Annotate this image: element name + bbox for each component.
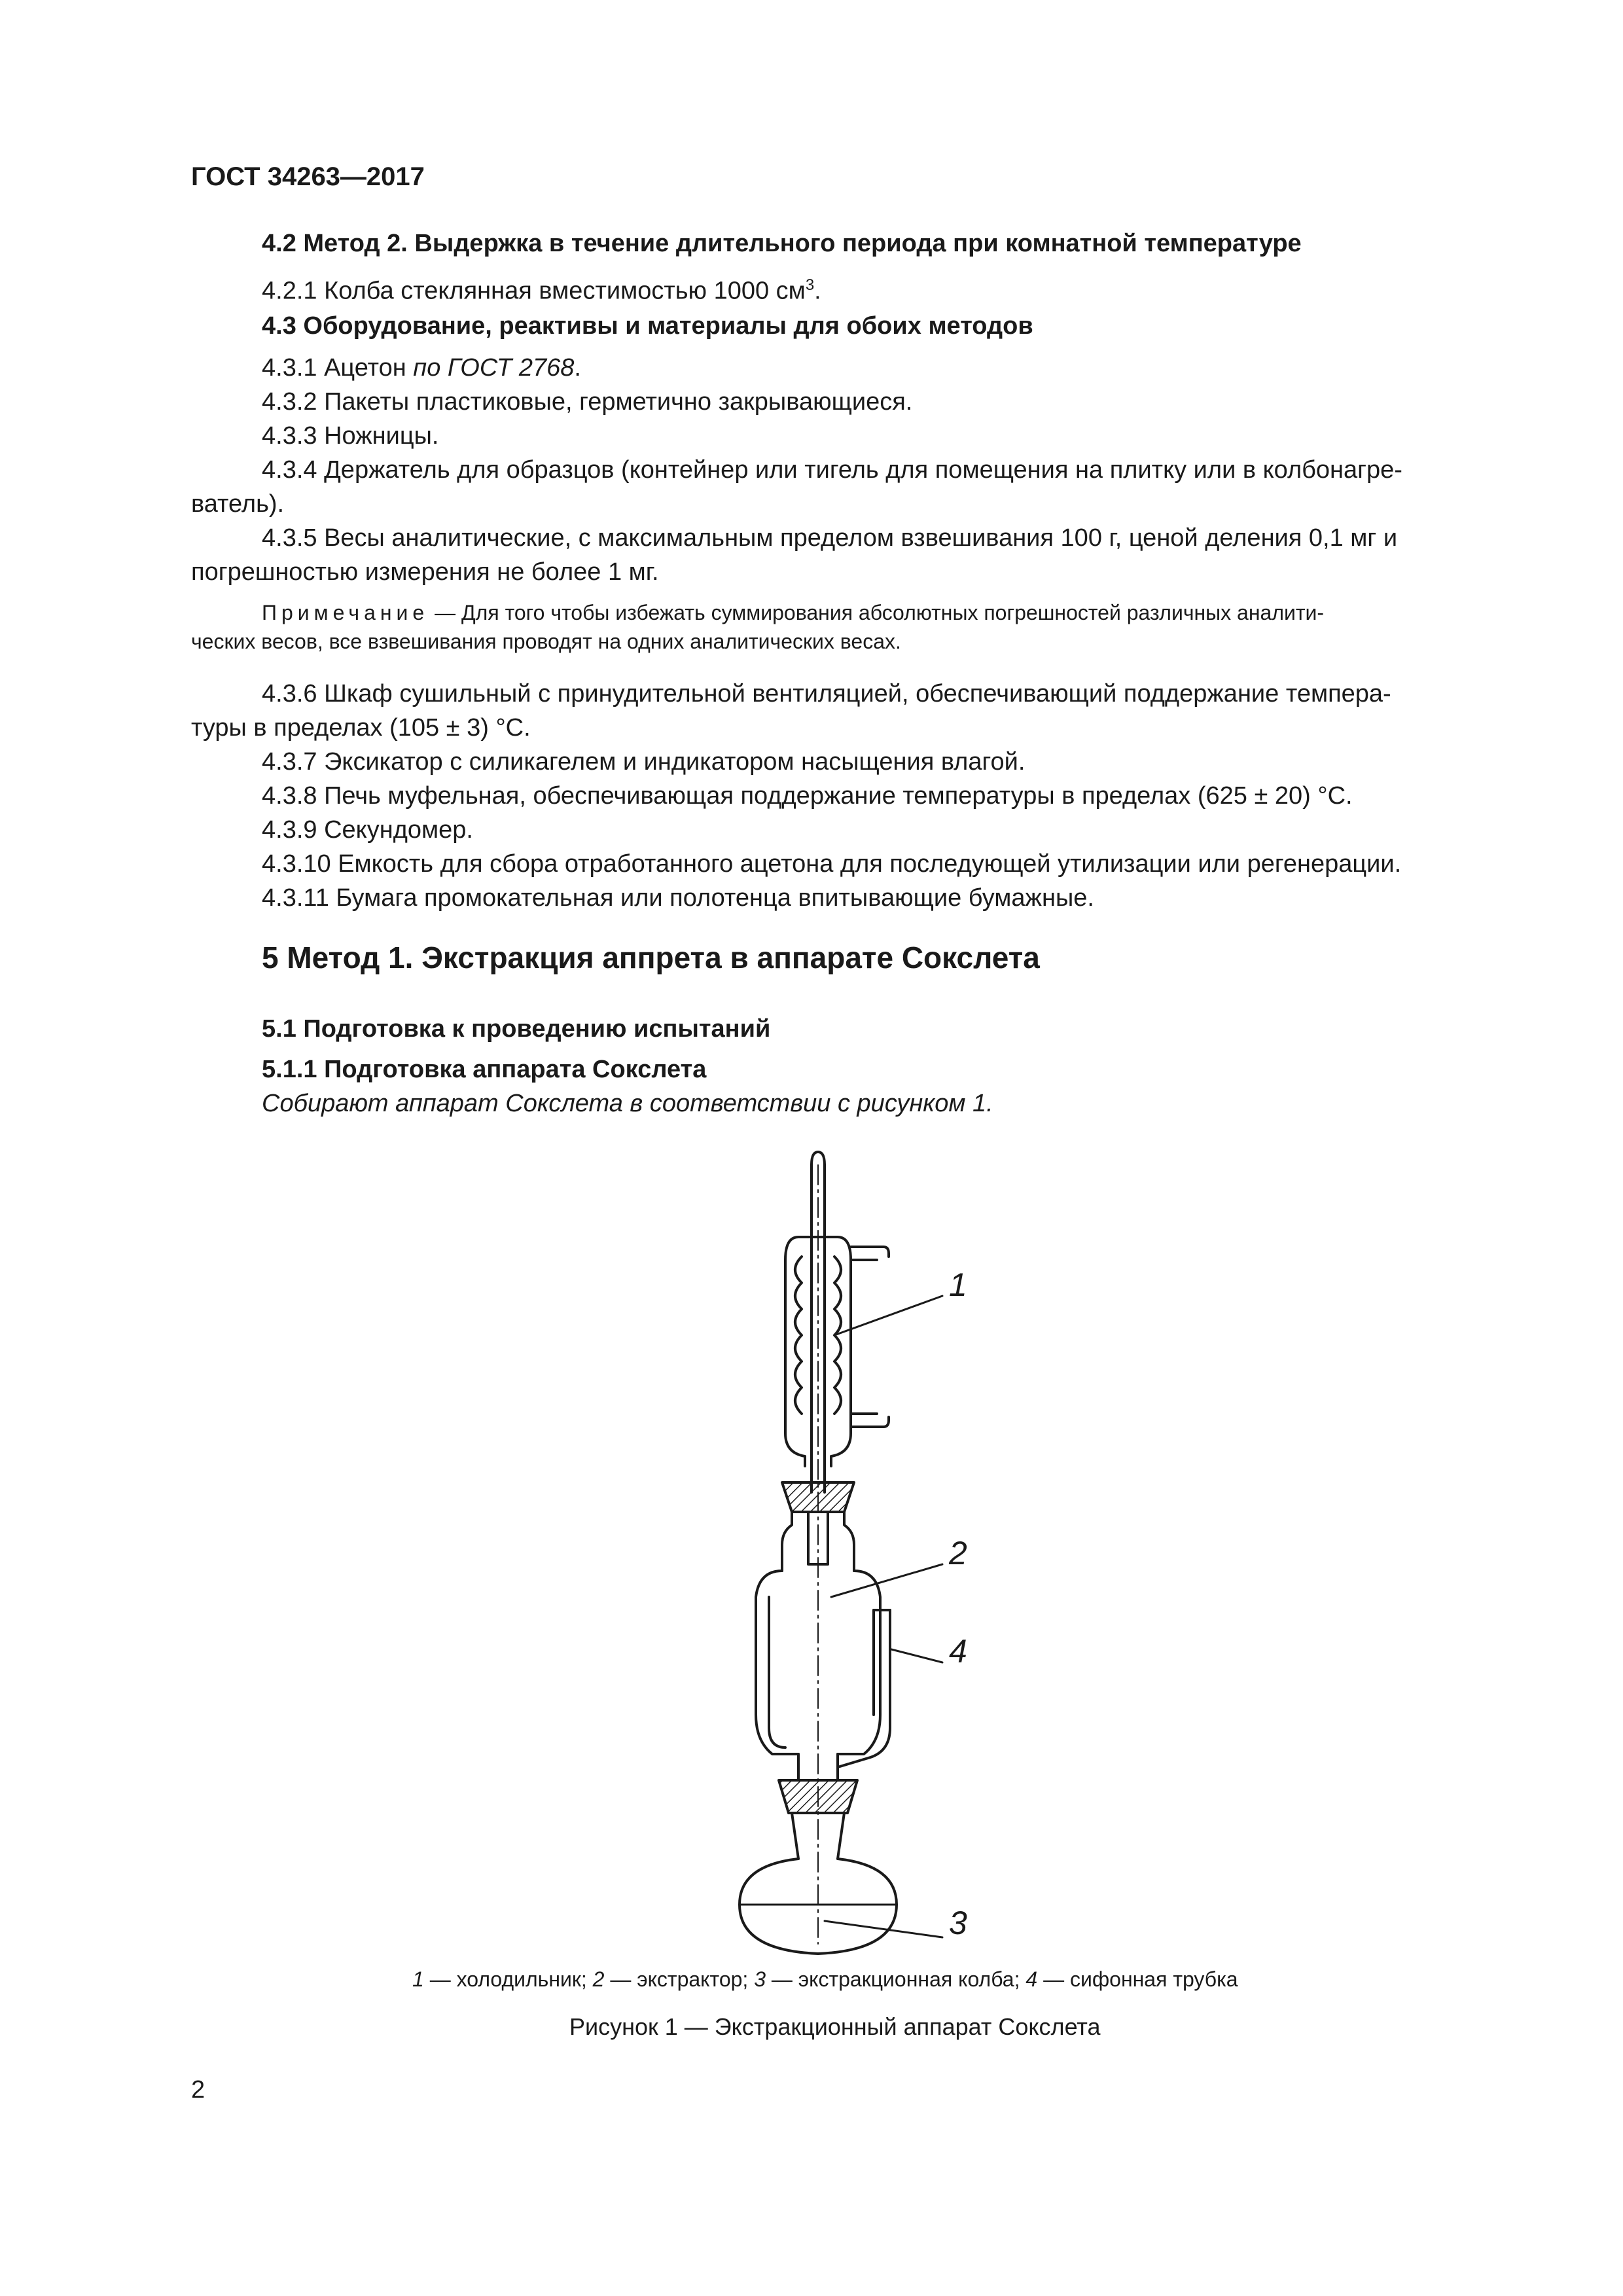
legend-text-2: — экстрактор; (604, 1967, 755, 1991)
paragraph-4-3-4-line2: ватель). (191, 490, 285, 518)
superscript-3: 3 (805, 276, 815, 294)
paragraph-4-3-3: 4.3.3 Ножницы. (262, 422, 439, 450)
paragraph-4-3-4-line1: 4.3.4 Держатель для образцов (контейнер или тигель для помещения на плитку или в колбонагре- (262, 456, 1402, 484)
figure-caption: Рисунок 1 — Экстракционный аппарат Сокслета (569, 2013, 1101, 2040)
figure-callout-3: 3 (949, 1905, 967, 1941)
paragraph-4-3-8: 4.3.8 Печь муфельная, обеспечивающая поддержание температуры в пределах (625 ± 20) °С. (262, 782, 1353, 810)
figure-legend (412, 1967, 1238, 1992)
legend-num-4: 4 (1026, 1967, 1038, 1991)
legend-text-4: — сифонная трубка (1037, 1967, 1238, 1991)
section-4-2-heading: 4.2 Метод 2. Выдержка в течение длительного периода при комнатной температуре (262, 230, 1302, 257)
paragraph-4-3-1-end: . (574, 354, 581, 382)
legend-text-1: — холодильник; (423, 1967, 593, 1991)
soxhlet-apparatus-drawing (720, 1139, 1008, 1964)
paragraph-4-2-1 (262, 268, 821, 308)
note-line1-text: — Для того чтобы избежать суммирования абсолютных погрешностей различных аналити- (429, 601, 1325, 624)
section-5-1-1-intro: Собирают аппарат Сокслета в соответствии с рисунком 1. (262, 1090, 993, 1117)
paragraph-4-3-1 (262, 351, 581, 385)
legend-num-1: 1 (412, 1967, 424, 1991)
paragraph-4-3-5-line2: погрешностью измерения не более 1 мг. (191, 558, 659, 586)
document-header: ГОСТ 34263—2017 (191, 162, 425, 191)
paragraph-4-3-6-line2: туры в пределах (105 ± 3) °С. (191, 714, 531, 742)
section-5-1-1-heading: 5.1.1 Подготовка аппарата Сокслета (262, 1056, 707, 1083)
figure-callout-1: 1 (949, 1266, 967, 1303)
legend-text-3: — экстракционная колба; (766, 1967, 1026, 1991)
figure-callout-2: 2 (949, 1535, 967, 1571)
standard-reference: по ГОСТ 2768 (413, 354, 575, 382)
paragraph-4-2-1-end: . (814, 277, 821, 305)
paragraph-4-3-1-text: 4.3.1 Ацетон (262, 354, 414, 382)
section-5-heading: 5 Метод 1. Экстракция аппрета в аппарате Сокслета (262, 941, 1040, 975)
paragraph-4-3-7: 4.3.7 Эксикатор с силикагелем и индикатором насыщения влагой. (262, 748, 1026, 776)
paragraph-4-3-11: 4.3.11 Бумага промокательная или полотенца впитывающие бумажные. (262, 884, 1094, 912)
legend-num-3: 3 (754, 1967, 766, 1991)
note-label: Примечание (262, 601, 429, 624)
paragraph-4-3-6-line1: 4.3.6 Шкаф сушильный с принудительной вентиляцией, обеспечивающий поддержание темпера- (262, 680, 1391, 708)
paragraph-4-2-1-text: 4.2.1 Колба стеклянная вместимостью 1000 см (262, 277, 806, 305)
paragraph-4-3-9: 4.3.9 Секундомер. (262, 816, 473, 844)
note-line1 (262, 598, 1324, 627)
section-4-3-heading: 4.3 Оборудование, реактивы и материалы для обоих методов (262, 312, 1033, 340)
soxhlet-apparatus-figure (720, 1139, 1008, 1964)
page-number: 2 (191, 2076, 205, 2104)
legend-num-2: 2 (592, 1967, 605, 1991)
paragraph-4-3-2: 4.3.2 Пакеты пластиковые, герметично закрывающиеся. (262, 388, 913, 416)
paragraph-4-3-10: 4.3.10 Емкость для сбора отработанного ацетона для последующей утилизации или регенерации. (262, 850, 1402, 878)
note-line2: ческих весов, все взвешивания проводят на одних аналитических весах. (191, 630, 901, 653)
figure-callout-4: 4 (949, 1633, 967, 1670)
paragraph-4-3-5-line1: 4.3.5 Весы аналитические, с максимальным пределом взвешивания 100 г, ценой деления 0,1 мг и (262, 524, 1398, 552)
section-5-1-heading: 5.1 Подготовка к проведению испытаний (262, 1015, 771, 1043)
